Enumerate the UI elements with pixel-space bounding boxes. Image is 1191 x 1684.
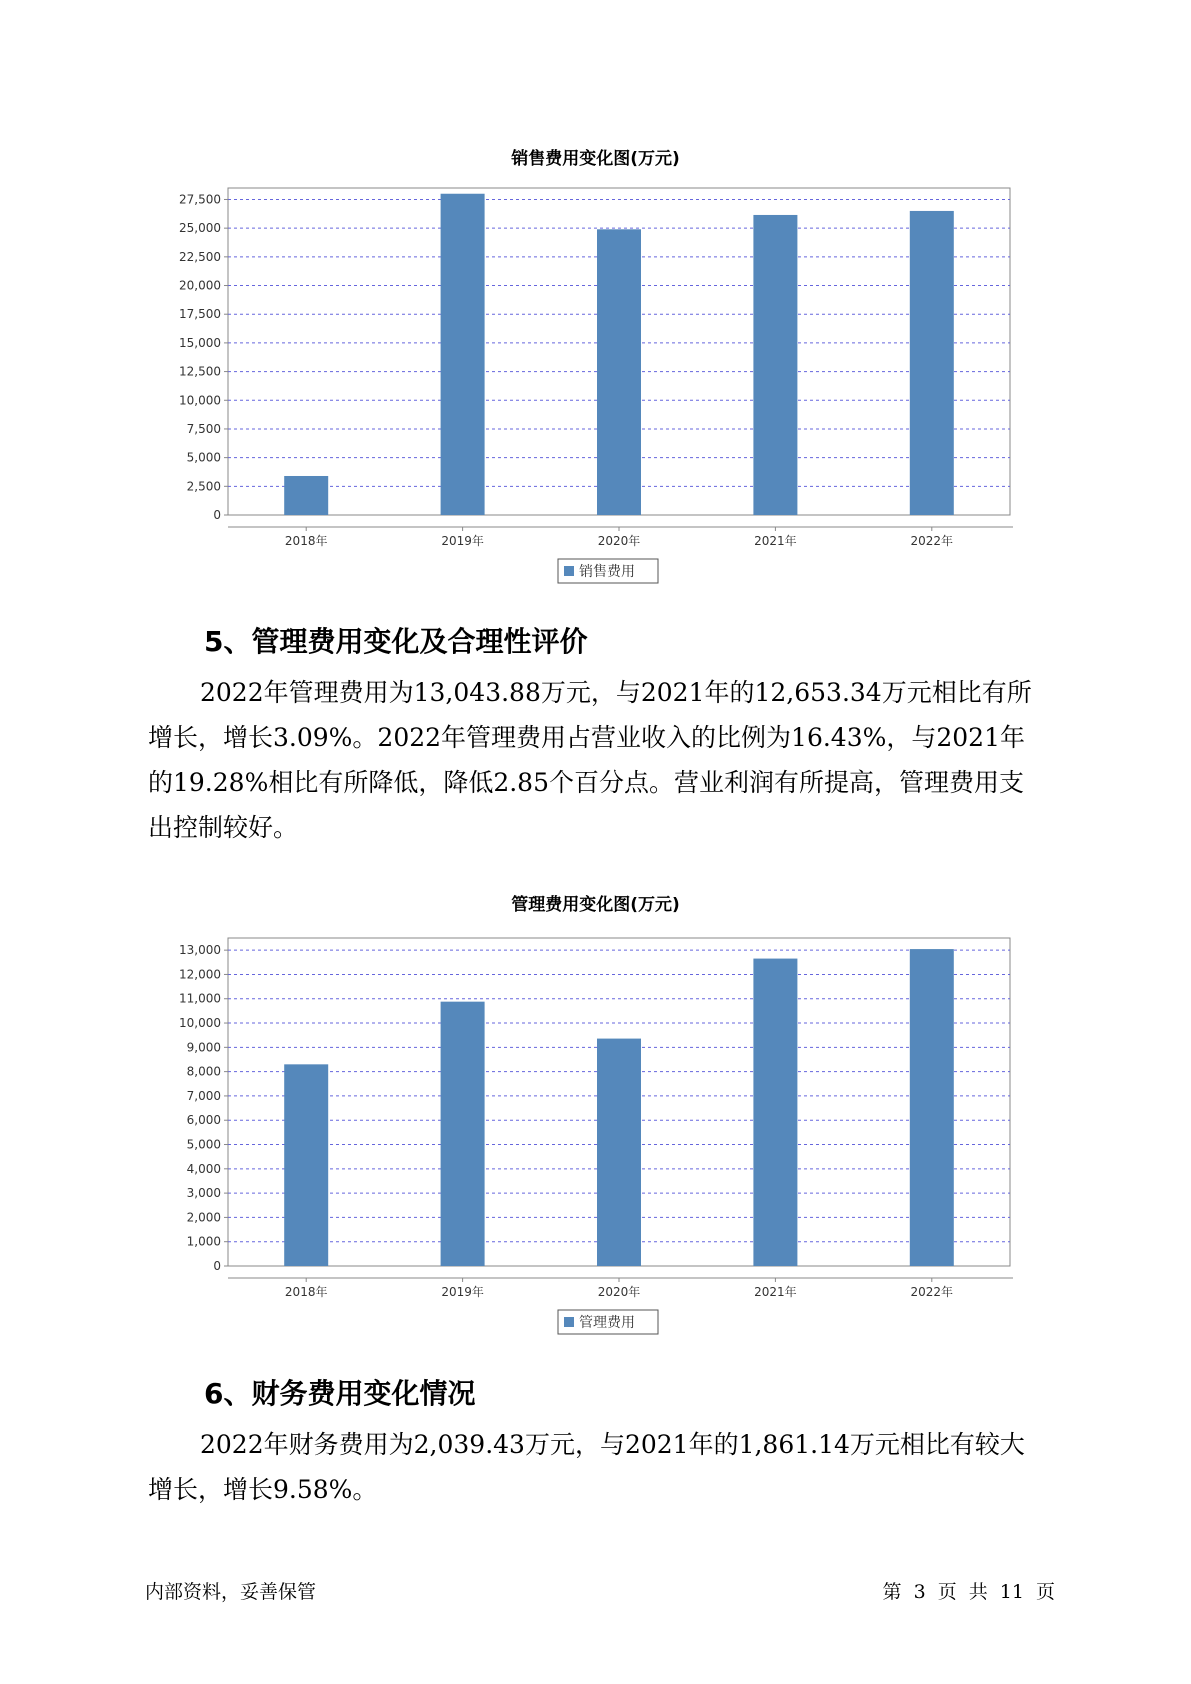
y-tick-label: 0 bbox=[213, 508, 221, 522]
bar bbox=[753, 215, 797, 515]
sales-expense-bar-chart bbox=[0, 170, 1191, 620]
y-tick-label: 5,000 bbox=[186, 450, 221, 465]
bar bbox=[597, 229, 641, 515]
y-tick-label: 22,500 bbox=[179, 249, 221, 264]
legend-label: 管理费用 bbox=[579, 1315, 635, 1331]
x-tick-label: 2020年 bbox=[597, 1285, 641, 1299]
y-tick-label: 13,000 bbox=[179, 943, 221, 958]
y-tick-label: 20,000 bbox=[179, 278, 221, 293]
y-tick-label: 11,000 bbox=[179, 991, 221, 1006]
sales-expense-chart-title: 销售费用变化图(万元) bbox=[511, 149, 680, 169]
x-tick-label: 2021年 bbox=[754, 1285, 797, 1299]
y-tick-label: 12,500 bbox=[179, 364, 221, 379]
y-tick-label: 10,000 bbox=[179, 1016, 221, 1031]
admin-expense-bar-chart bbox=[0, 918, 1191, 1348]
y-tick-label: 8,000 bbox=[186, 1064, 221, 1079]
legend-swatch bbox=[564, 1317, 574, 1327]
y-tick-label: 6,000 bbox=[186, 1113, 221, 1128]
y-tick-label: 3,000 bbox=[186, 1186, 221, 1201]
y-tick-label: 4,000 bbox=[186, 1161, 221, 1176]
y-tick-label: 2,000 bbox=[186, 1210, 221, 1225]
y-tick-label: 25,000 bbox=[179, 221, 221, 236]
section-5-heading: 5、管理费用变化及合理性评价 bbox=[204, 625, 588, 658]
bar bbox=[441, 1002, 485, 1266]
y-tick-label: 7,000 bbox=[186, 1088, 221, 1103]
y-tick-label: 9,000 bbox=[186, 1040, 221, 1055]
x-tick-label: 2018年 bbox=[284, 534, 328, 548]
section-6-paragraph: 2022年财务费用为2,039.43万元，与2021年的1,861.14万元相比有较大增长，增长9.58%。 bbox=[148, 1430, 1025, 1504]
y-tick-label: 17,500 bbox=[179, 307, 221, 322]
x-tick-label: 2022年 bbox=[910, 534, 954, 548]
section-6-heading: 6、财务费用变化情况 bbox=[204, 1377, 476, 1410]
x-tick-label: 2019年 bbox=[441, 1285, 484, 1299]
x-tick-label: 2020年 bbox=[597, 534, 641, 548]
y-tick-label: 2,500 bbox=[186, 479, 221, 494]
bar bbox=[441, 194, 485, 515]
bar bbox=[753, 959, 797, 1266]
y-tick-label: 15,000 bbox=[179, 335, 221, 350]
x-tick-label: 2021年 bbox=[754, 534, 797, 548]
y-tick-label: 10,000 bbox=[179, 393, 221, 408]
footer-confidential-note: 内部资料，妥善保管 bbox=[145, 1581, 317, 1603]
y-tick-label: 27,500 bbox=[179, 192, 221, 207]
section-5-paragraph: 2022年管理费用为13,043.88万元，与2021年的12,653.34万元相比有所增长，增长3.09%。2022年管理费用占营业收入的比例为16.43%，与2021年的19.28%相比有所降低，降低2.85个百分点。营业利润有所提高，管理费用支出控制较好。 bbox=[148, 678, 1032, 842]
y-tick-label: 0 bbox=[213, 1259, 221, 1273]
bar bbox=[597, 1039, 641, 1266]
legend-label: 销售费用 bbox=[579, 564, 635, 580]
x-tick-label: 2018年 bbox=[284, 1285, 328, 1299]
legend-swatch bbox=[564, 566, 574, 576]
y-tick-label: 1,000 bbox=[186, 1234, 221, 1249]
x-tick-label: 2019年 bbox=[441, 534, 484, 548]
bar bbox=[910, 949, 954, 1266]
x-tick-label: 2022年 bbox=[910, 1285, 954, 1299]
y-tick-label: 5,000 bbox=[186, 1137, 221, 1152]
bar bbox=[284, 1064, 328, 1266]
bar bbox=[284, 476, 328, 515]
y-tick-label: 12,000 bbox=[179, 967, 221, 982]
footer-page-number: 第 3 页 共 11 页 bbox=[882, 1581, 1055, 1603]
bar bbox=[910, 211, 954, 515]
y-tick-label: 7,500 bbox=[186, 421, 221, 436]
admin-expense-chart-title: 管理费用变化图(万元) bbox=[511, 895, 680, 915]
